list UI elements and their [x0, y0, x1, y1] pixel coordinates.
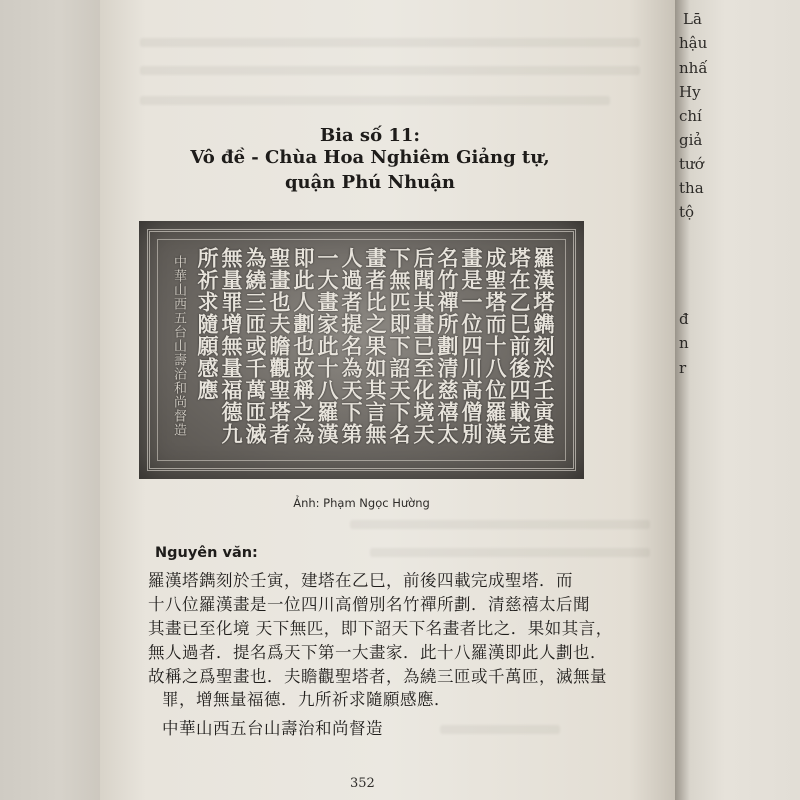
stele-inscription-column: 下無匹即下詔天下名	[387, 247, 411, 445]
stele-inscription-column: 羅漢塔鐫刻於壬寅建	[531, 247, 555, 445]
next-page-fragment: chí	[679, 107, 702, 125]
next-page-fragment: r	[679, 359, 687, 377]
original-text-line: 十八位羅漢畫是一位四川高僧別名竹禪所劃．清慈禧太后聞	[148, 595, 590, 614]
next-page-fragment: hậu	[679, 34, 708, 52]
stele-inscription-column: 人過者提名為天下第	[339, 247, 363, 445]
bleed-through-text	[140, 66, 640, 75]
next-page-fragment: tộ	[679, 203, 695, 221]
bleed-through-text	[440, 725, 560, 734]
original-text-line: 無人過者．提名爲天下第一大畫家．此十八羅漢即此人劃也．	[148, 643, 607, 662]
bleed-through-text	[140, 96, 610, 105]
stele-inscription-column: 名竹禪所劃清慈禧太	[435, 247, 459, 445]
stele-inscription-column: 畫是一位四川高僧別	[459, 247, 483, 445]
next-page-fragment: nhấ	[679, 59, 708, 77]
stele-photo	[139, 221, 584, 479]
stele-inscription-column: 后聞其畫已至化境天	[411, 247, 435, 445]
next-page-fragment: giả	[679, 131, 703, 149]
page-number: 352	[350, 776, 375, 791]
stele-signature-column: 中華山西五台山壽治和尚督造	[171, 255, 186, 437]
stele-location-heading: quận Phú Nhuận	[284, 172, 456, 193]
stele-inscription-column: 塔在乙巳前後四載完	[507, 247, 531, 445]
next-page-fragment: Lā	[683, 10, 702, 28]
next-page-fragment: Hy	[679, 83, 701, 101]
stele-number-heading: Bia số 11:	[319, 125, 421, 146]
stele-inscription-column: 一大畫家此十八羅漢	[315, 247, 339, 445]
stele-inscription-column: 聖畫也夫瞻觀聖塔者	[267, 247, 291, 445]
stele-inscription-column: 即此人劃也故稱之為	[291, 247, 315, 445]
photo-caption: Ảnh: Phạm Ngọc Hường	[293, 496, 430, 510]
bleed-through-text	[140, 38, 640, 47]
stele-inscription-column: 畫者比之果如其言無	[363, 247, 387, 445]
original-text-line: 罪，增無量福德．九所祈求隨願感應．	[162, 690, 451, 709]
next-page-fragment: tướ	[679, 155, 704, 173]
book-left-margin	[0, 0, 100, 800]
original-text-line: 故稱之爲聖畫也．夫瞻觀聖塔者，為繞三匝或千萬匝，滅無量	[148, 667, 607, 686]
next-page-fragment: đ	[679, 310, 689, 328]
next-page-edge	[675, 0, 800, 800]
next-page-fragment: tha	[679, 179, 704, 197]
section-label: Nguyên văn:	[155, 545, 258, 561]
stele-inscription-column: 成聖塔而十八位羅漢	[483, 247, 507, 445]
stele-inscription-column: 無量罪增無量福德九	[219, 247, 243, 445]
stele-inscription-column: 為繞三匝或千萬匝滅	[243, 247, 267, 445]
bleed-through-text	[350, 520, 650, 529]
signature-line: 中華山西五台山壽治和尚督造	[162, 719, 383, 738]
original-text-line: 其畫已至化境 天下無匹，即下詔天下名畫者比之．果如其言，	[148, 619, 613, 638]
bleed-through-text	[370, 548, 650, 557]
stele-inscription-column: 所祈求隨願感應	[195, 247, 219, 401]
original-text-line: 羅漢塔鐫刻於壬寅，建塔在乙巳，前後四載完成聖塔．而	[148, 571, 573, 590]
next-page-fragment: n	[679, 334, 689, 352]
stele-title-heading: Vô đề - Chùa Hoa Nghiêm Giảng tự,	[190, 147, 550, 168]
